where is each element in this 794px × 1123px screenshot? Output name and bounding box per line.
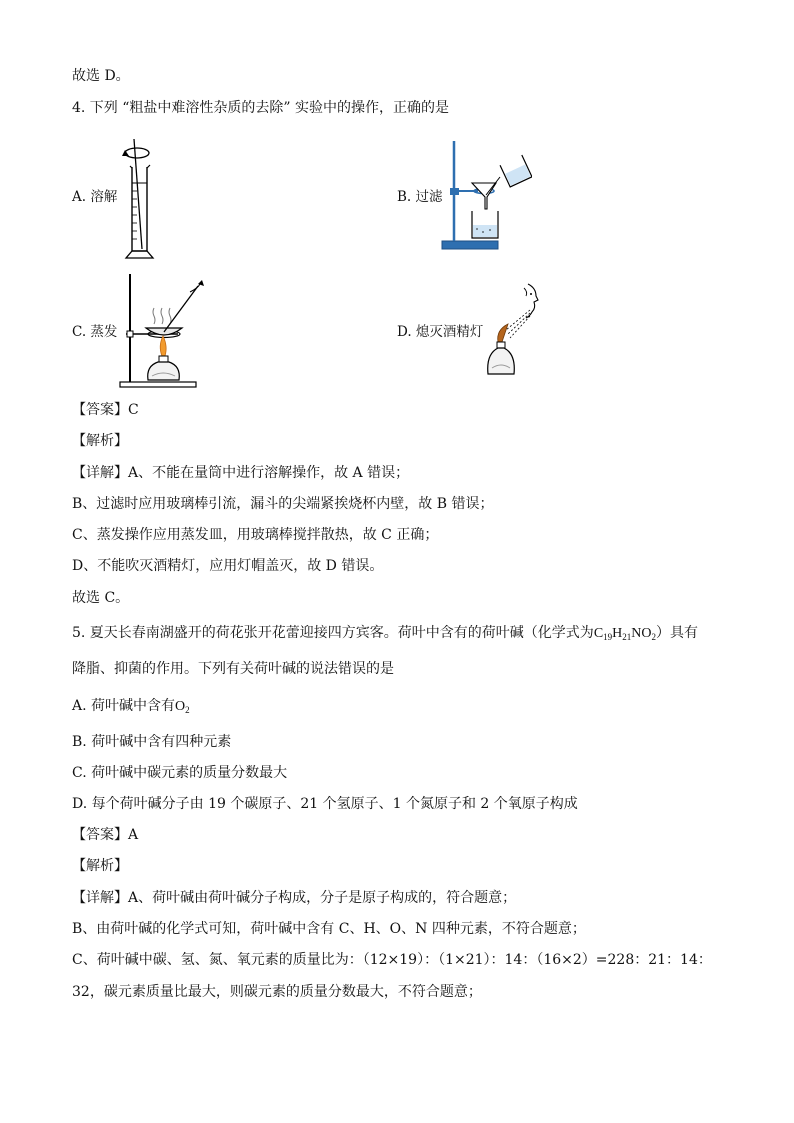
- option-c: C. 荷叶碱中碳元素的质量分数最大: [72, 765, 288, 781]
- detail-4-b: B、过滤时应用玻璃棒引流，漏斗的尖端紧挨烧杯内壁，故 B 错误；: [72, 496, 494, 512]
- option-a: A. 荷叶碱中含有$O_2$: [72, 698, 190, 715]
- answer-5: 【答案】A: [72, 827, 139, 843]
- option-b: B. 荷叶碱中含有四种元素: [72, 734, 232, 750]
- text-line: 故选 C。: [72, 590, 130, 606]
- detail-4-a: 【详解】A、不能在量筒中进行溶解操作，故 A 错误；: [72, 465, 410, 481]
- option-c-label: C. 蒸发: [72, 324, 118, 340]
- detail-5-b: B、由荷叶碱的化学式可知，荷叶碱中含有 C、H、O、N 四种元素，不符合题意；: [72, 921, 586, 937]
- option-d-label: D. 熄灭酒精灯: [397, 324, 484, 340]
- text-line: 故选 D。: [72, 68, 130, 84]
- filtration-figure: [440, 137, 532, 253]
- question-5-line-1: [72, 624, 698, 643]
- blow-out-lamp-figure: [484, 282, 546, 382]
- oxygen-formula: $O_2$: [175, 699, 190, 715]
- analysis-5-heading: 【解析】: [72, 858, 128, 874]
- question-5-tail: ）具有: [656, 625, 699, 641]
- answer-4: 【答案】C: [72, 402, 139, 418]
- detail-5-a: 【详解】A、荷叶碱由荷叶碱分子构成，分子是原子构成的，符合题意；: [72, 890, 517, 906]
- detail-5-d: 32，碳元素质量比最大，则碳元素的质量分数最大，不符合题意；: [72, 984, 482, 1000]
- chemical-formula: $C_{19}H_{21}NO_2$: [593, 626, 657, 642]
- question-5-line-2: 降脂、抑菌的作用。下列有关荷叶碱的说法错误的是: [72, 661, 394, 677]
- option-a-label: A. 溶解: [72, 189, 118, 205]
- detail-4-c: C、蒸发操作应用蒸发皿，用玻璃棒搅拌散热，故 C 正确；: [72, 527, 439, 543]
- question-4: 4. 下列 “粗盐中难溶性杂质的去除” 实验中的操作，正确的是: [72, 100, 450, 116]
- analysis-4-heading: 【解析】: [72, 433, 128, 449]
- question-5-text: 5. 夏天长春南湖盛开的荷花张开花蕾迎接四方宾客。荷叶中含有的荷叶碱（化学式为: [72, 625, 594, 641]
- dissolve-in-cylinder-figure: [118, 137, 160, 261]
- option-b-label: B. 过滤: [397, 189, 443, 205]
- option-d: D. 每个荷叶碱分子由 19 个碳原子、21 个氢原子、1 个氮原子和 2 个氧原子构成: [72, 796, 578, 812]
- detail-4-d: D、不能吹灭酒精灯，应用灯帽盖灭，故 D 错误。: [72, 558, 384, 574]
- evaporation-figure: [118, 270, 210, 390]
- detail-5-c: C、荷叶碱中碳、氢、氮、氧元素的质量比为：（12×19）：（1×21）：14：（16×2）=228：21：14：: [72, 952, 712, 968]
